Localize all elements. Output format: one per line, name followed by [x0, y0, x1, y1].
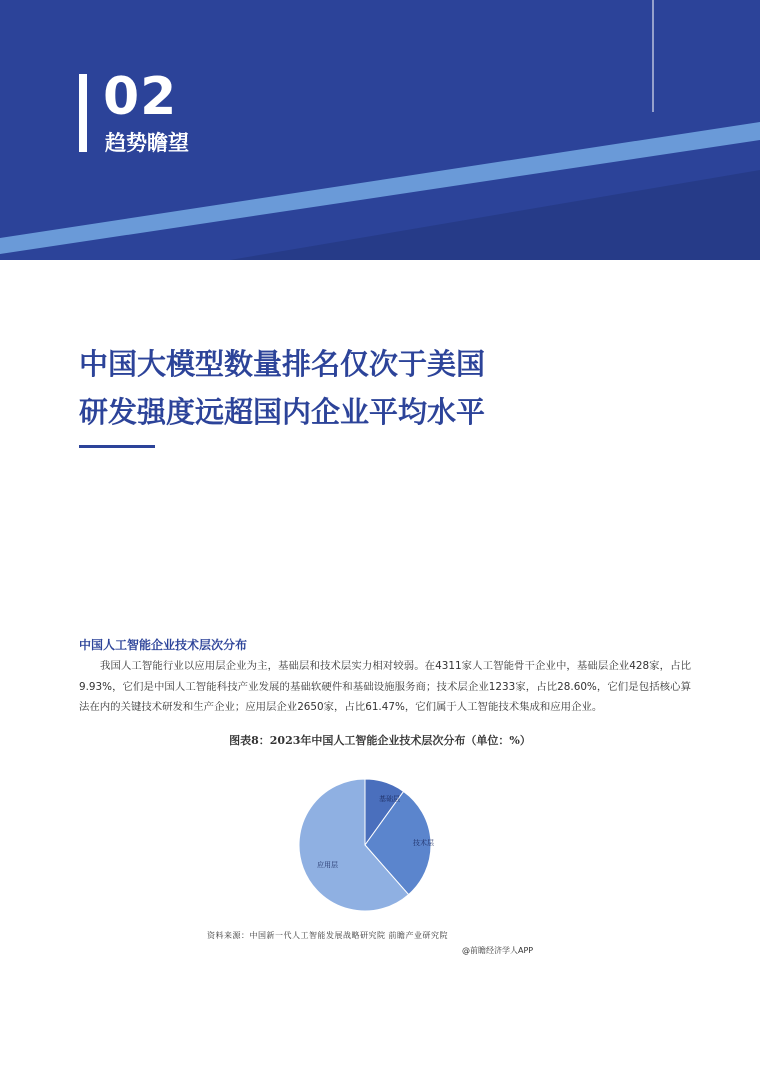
section-title: 中国人工智能企业技术层次分布 — [79, 638, 248, 652]
headline-line-2: 研发强度远超国内企业平均水平 — [79, 395, 486, 429]
chapter-number: 02 — [103, 67, 178, 127]
pie-label-0: 基础层 — [379, 795, 400, 803]
headline-line-1: 中国大模型数量排名仅次于美国 — [79, 347, 486, 381]
section-paragraph: 我国人工智能行业以应用层企业为主，基础层和技术层实力相对较弱。在4311家人工智能骨干企业中，基础层企业428家，占比9.93%，它们是中国人工智能科技产业发展的基础软硬件和基础设施服务商；技术层企业1233家，占比28.60%，它们是包括核心算法在内的关键技术研发和生产企业；应用层企业2650家，占比61.47%，它们属于人工智能技术集成和应用企业。 — [79, 660, 691, 713]
chapter-banner — [0, 0, 760, 260]
pie-label-2: 应用层 — [317, 861, 338, 869]
chapter-accent-bar — [79, 74, 87, 152]
chart-title: 图表8：2023年中国人工智能企业技术层次分布（单位：%） — [229, 734, 531, 747]
pie-chart — [205, 755, 535, 925]
chapter-title: 趋势瞻望 — [105, 131, 189, 155]
pie-chart-svg — [205, 755, 535, 925]
page-headline — [79, 340, 699, 436]
chart-credit: @前瞻经济学人APP — [462, 946, 534, 955]
pie-label-1: 技术层 — [413, 839, 434, 847]
headline-underline — [79, 445, 155, 448]
chart-source: 资料来源：中国新一代人工智能发展战略研究院 前瞻产业研究院 — [207, 931, 449, 940]
